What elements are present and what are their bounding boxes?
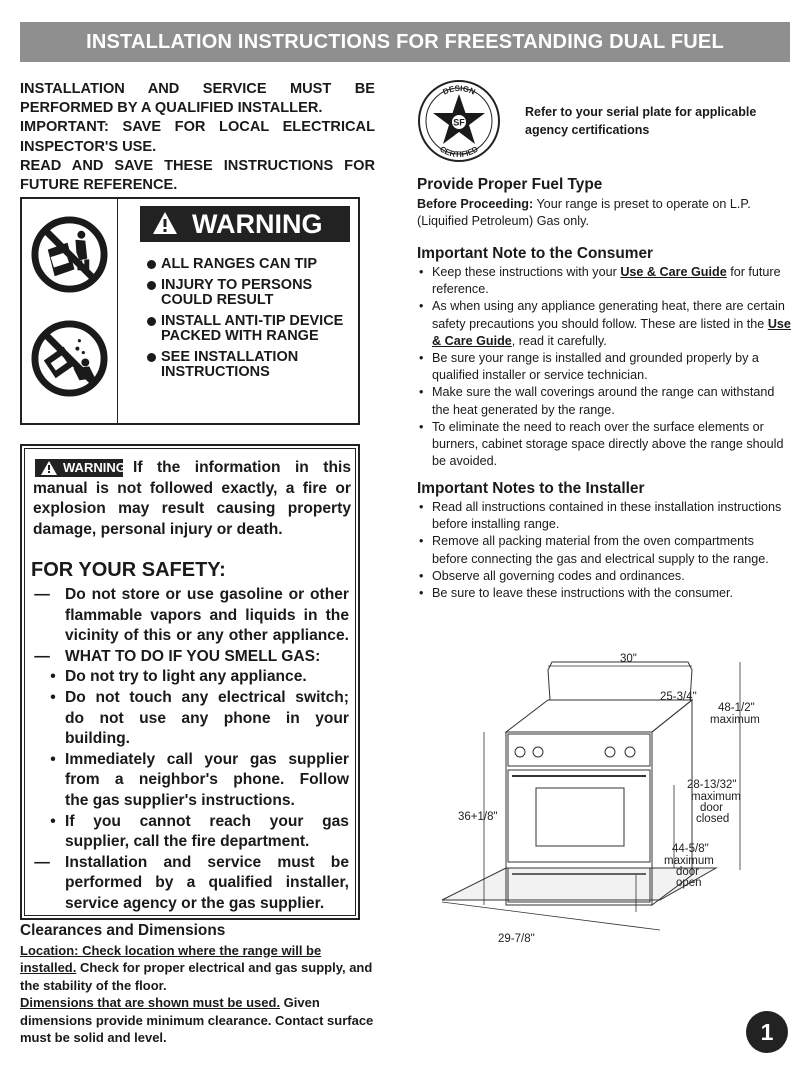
dimensions-label: Dimensions that are shown must be used.	[20, 995, 281, 1010]
safety-line: If you cannot reach your gas	[65, 812, 349, 830]
warning-header	[140, 206, 350, 242]
certification-note: Refer to your serial plate for applicable agency certifications	[525, 105, 757, 137]
warning-line: damage, personal injury or death.	[33, 520, 283, 538]
safety-line: flammable vapors and liquids in the	[65, 606, 349, 624]
safety-marker: —	[34, 586, 50, 603]
warning-line: If the information in this	[133, 459, 351, 476]
use-care-guide-link: Use & Care Guide	[432, 316, 791, 348]
clearances-title: Clearances and Dimensions	[20, 922, 226, 939]
warning-item: SEE INSTALLATION INSTRUCTIONS	[146, 350, 356, 381]
warning-line: explosion may result causing property	[33, 500, 351, 517]
seal-center-text: SF	[453, 117, 465, 128]
safety-marker: •	[50, 750, 56, 768]
safety-line: performed by a qualified installer,	[65, 874, 349, 892]
dimensions-text: Given dimensions provide minimum clearance. Contact surface must be solid and level.	[20, 995, 374, 1045]
intro-line: INSPECTOR'S USE.	[20, 138, 157, 155]
intro-line: READ AND SAVE THESE INSTRUCTIONS FOR	[20, 157, 375, 174]
safety-item	[25, 812, 355, 853]
list-item: • Be sure your range is installed and grounded properly by a qualified installer or service technician.	[417, 350, 792, 384]
safety-title: FOR YOUR SAFETY:	[31, 559, 226, 581]
safety-line: service agency or the gas supplier.	[65, 894, 325, 912]
consumer-section	[417, 245, 792, 470]
safety-marker: —	[34, 853, 50, 871]
dim-door-closed-note: maximum	[691, 791, 741, 803]
safety-item	[25, 585, 355, 647]
safety-marker: •	[50, 668, 56, 686]
range-fallen-prohibited-icon	[30, 319, 109, 398]
safety-marker: •	[50, 688, 56, 706]
safety-item	[25, 647, 355, 668]
range-dimension-diagram	[440, 640, 780, 950]
safety-marker: —	[34, 647, 50, 665]
safety-item	[25, 853, 355, 915]
safety-item	[25, 750, 355, 812]
safety-line: Do not try to light any appliance.	[65, 668, 307, 686]
gas-safety-box	[20, 444, 360, 920]
intro-line: PERFORMED BY A QUALIFIED INSTALLER.	[20, 100, 323, 117]
warning-item: ALL RANGES CAN TIP	[146, 257, 356, 273]
list-item: • Observe all governing codes and ordinances.	[417, 568, 792, 585]
use-care-guide-link: Use & Care Guide	[620, 265, 727, 279]
safety-list	[25, 585, 355, 915]
range-tipping-prohibited-icon	[30, 215, 109, 294]
clearances-section	[20, 922, 375, 1047]
safety-line: Installation and service must be	[65, 853, 349, 871]
safety-line: building.	[65, 730, 130, 748]
text: As when using any appliance generating heat, there are certain safety precautions you should follow. These are listed in the	[432, 299, 785, 331]
dim-door-closed: 28-13/32"	[687, 779, 737, 791]
dim-door-open-note: maximum	[664, 855, 714, 867]
fuel-paragraph	[417, 196, 792, 230]
warning-item: INJURY TO PERSONS COULD RESULT	[146, 278, 356, 309]
fuel-title: Provide Proper Fuel Type	[417, 176, 603, 193]
warning-badge-label: WARNING	[63, 460, 126, 475]
installer-title: Important Notes to the Installer	[417, 480, 645, 497]
fuel-section	[417, 176, 792, 230]
text: , read it carefully.	[511, 333, 607, 348]
page-title: INSTALLATION INSTRUCTIONS FOR FREESTANDING DUAL FUEL	[20, 22, 790, 62]
location-text: Check for proper electrical and gas supply, and the stability of the floor.	[20, 960, 373, 993]
text: Keep these instructions with your	[432, 265, 621, 279]
list-item: • Be sure to leave these instructions with the consumer.	[417, 585, 792, 602]
dim-door-closed-note: door	[700, 802, 724, 814]
installer-list	[417, 499, 792, 602]
location-paragraph	[20, 942, 375, 995]
dimensions-paragraph	[20, 994, 375, 1047]
intro-line: FUTURE REFERENCE.	[20, 177, 178, 194]
dim-height-max-note: maximum	[710, 714, 760, 726]
dim-width: 30"	[620, 653, 637, 665]
text: for future reference.	[432, 265, 781, 297]
fuel-text: Your range is preset to operate on L.P. (Liquified Petroleum) Gas only.	[417, 197, 751, 229]
dim-door-closed-note: closed	[696, 813, 730, 825]
dim-base-depth: 29-7/8"	[498, 933, 535, 945]
seal-top-text: DESIGN	[441, 83, 477, 97]
tip-over-warning-box	[20, 197, 360, 425]
list-item: • Remove all packing material from the oven compartments before connecting the gas and electrical supply to the range.	[417, 533, 792, 567]
dim-height: 36+1/8"	[458, 811, 498, 823]
design-certified-seal	[417, 79, 501, 163]
safety-line: Immediately call your gas supplier	[65, 750, 349, 768]
intro-line: IMPORTANT: SAVE FOR LOCAL ELECTRICAL	[20, 119, 375, 136]
safety-marker: •	[50, 812, 56, 830]
list-item: • Read all instructions contained in these installation instructions before installing range.	[417, 499, 792, 533]
intro-notice	[20, 80, 375, 195]
safety-line: WHAT TO DO IF YOU SMELL GAS:	[65, 647, 321, 665]
safety-line: from a neighbor's phone. Follow	[65, 771, 349, 789]
list-item: • To eliminate the need to reach over the surface elements or burners, cabinet storage space directly above the range should be avoided.	[417, 419, 792, 471]
list-item	[417, 264, 792, 298]
dim-depth-top: 25-3/4"	[660, 691, 697, 703]
dim-door-open-note: open	[676, 877, 702, 889]
page-number: 1	[746, 1011, 788, 1053]
safety-line: supplier, call the fire department.	[65, 833, 310, 851]
safety-item	[25, 688, 355, 750]
safety-line: Do not store or use gasoline or other	[65, 586, 349, 603]
dim-height-max: 48-1/2"	[718, 702, 755, 714]
fuel-label: Before Proceeding:	[417, 197, 534, 211]
safety-line: do not use any phone in your	[65, 709, 349, 727]
consumer-title: Important Note to the Consumer	[417, 245, 653, 262]
fire-explosion-warning	[33, 458, 351, 540]
safety-line: vicinity of this or any other appliance.	[65, 627, 349, 645]
list-item: • Make sure the wall coverings around the range can withstand the heat generated by the range.	[417, 384, 792, 418]
warning-header-label: WARNING	[192, 209, 323, 239]
warning-triangle-icon	[152, 211, 178, 235]
consumer-list	[417, 264, 792, 470]
dim-door-open: 44-5/8"	[672, 843, 709, 855]
warning-list	[146, 257, 356, 386]
list-item	[417, 298, 792, 350]
installer-section	[417, 480, 792, 602]
safety-line: the gas supplier's instructions.	[65, 791, 295, 809]
warning-item: INSTALL ANTI-TIP DEVICE PACKED WITH RANGE	[146, 314, 356, 345]
warning-line: manual is not followed exactly, a fire or	[33, 479, 351, 497]
dim-door-open-note: door	[676, 866, 700, 878]
intro-line: INSTALLATION AND SERVICE MUST BE	[20, 81, 375, 97]
seal-bottom-text: CERTIFIED	[438, 144, 480, 160]
safety-item	[25, 667, 355, 688]
safety-line: Do not touch any electrical switch;	[65, 688, 349, 706]
location-label: Location: Check location where the range will be installed.	[20, 942, 322, 975]
